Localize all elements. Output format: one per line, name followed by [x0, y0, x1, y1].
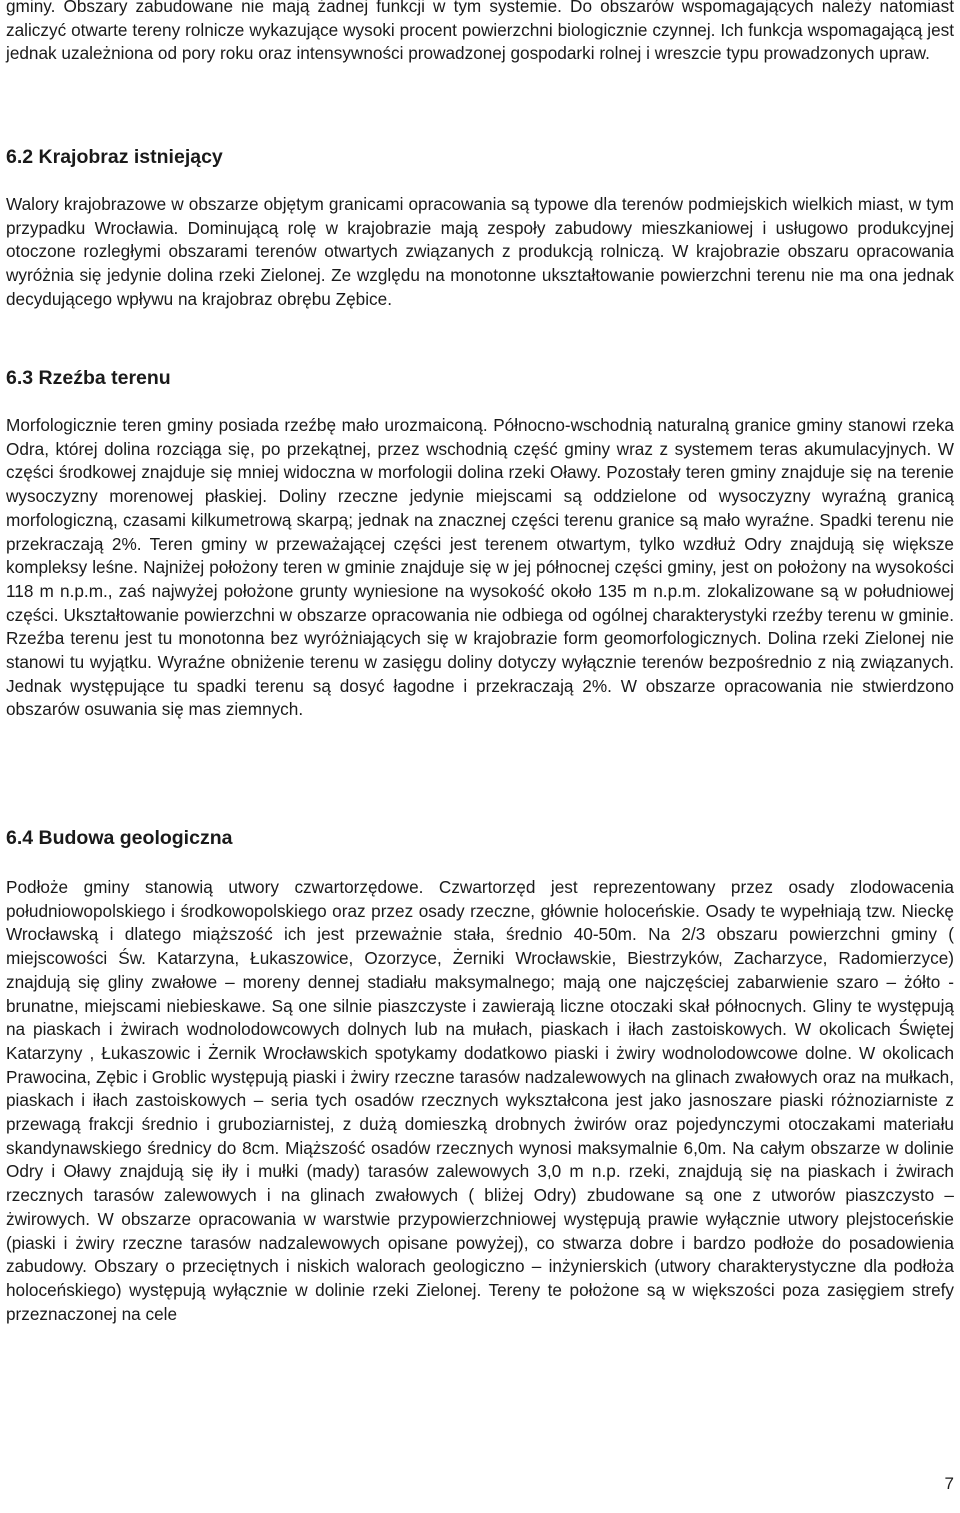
page-number: 7 — [944, 1474, 954, 1493]
section-heading-geologia: 6.4 Budowa geologiczna — [6, 827, 233, 849]
section-heading-krajobraz: 6.2 Krajobraz istniejący — [6, 146, 223, 168]
rzezba-paragraph: Morfologicznie teren gminy posiada rzeźbę mało urozmaiconą. Północno-wschodnią naturalną granice gminy stanowi rzeka Odra, której dolina rozciąga się, po przekątnej, przez wschodnią część gminy wraz z systemem teras akumulacyjnych. W części środkowej znajduje się mniej widoczna w morfologii dolina rzeki Oławy. Pozostały teren gminy znajduje się na terenie wysoczyzny morenowej płaskiej. Doliny rzeczne jedynie miejscami są oddzielone od wysoczyzny wyraźną granicą morfologiczną, czasami kilkumetrową skarpą; jednak na znacznej części terenu granice są mało wyraźne. Spadki terenu nie przekraczają 2%. Teren gminy w przeważającej części jest terenem otwartym, tylko wzdłuż Odry znajdują się większe kompleksy leśne. Najniżej położony teren w gminie znajduje się w jej północnej części gminy, jest on położony na wysokości 118 m n.p.m., zaś najwyżej położone grunty wyniesione na wysokość około 135 m n.p.m. zlokalizowane są w południowej części. Ukształtowanie powierzchni w obszarze opracowania nie odbiega od ogólnej charakterystyki rzeźby terenu w gminie. Rzeźba terenu jest tu monotonna bez wyróżniających się w krajobrazie form geomorfologicznych. Dolina rzeki Zielonej nie stanowi tu wyjątku. Wyraźne obniżenie terenu w zasięgu doliny dotyczy wyłącznie terenów bezpośrednio z nią związanych. Jednak występujące tu spadki terenu są dosyć łagodne i przekraczają 2%. W obszarze opracowania nie stwierdzono obszarów osuwania się mas ziemnych. — [6, 415, 954, 720]
krajobraz-paragraph: Walory krajobrazowe w obszarze objętym granicami opracowania są typowe dla terenów podmiejskich wielkich miast, w tym przypadku Wrocławia. Dominującą rolę w krajobrazie mają zespoły zabudowy mieszkaniowej i usługowo produkcyjnej otoczone rozległymi obszarami terenów otwartych związanych z produkcją rolniczą. W krajobrazie obszaru opracowania wyróżnia się jedynie dolina rzeki Zielonej. Ze względu na monotonne ukształtowanie powierzchni terenu nie ma ona jednak decydującego wpływu na krajobraz obrębu Zębice. — [6, 194, 954, 309]
intro-paragraph: gminy. Obszary zabudowane nie mają żadnej funkcji w tym systemie. Do obszarów wspomagających należy natomiast zaliczyć otwarte tereny rolnicze wykazujące wysoki procent powierzchni biologicznie czynnej. Ich funkcja wspomagającą jest jednak uzależniona od pory roku oraz intensywności prowadzonej gospodarki rolnej i wreszcie typu prowadzonych upraw. — [6, 0, 954, 64]
section-heading-rzezba: 6.3 Rzeźba terenu — [6, 367, 171, 389]
geologia-paragraph: Podłoże gminy stanowią utwory czwartorzędowe. Czwartorzęd jest reprezentowany przez osady zlodowacenia południowopolskiego i środkowopolskiego oraz przez osady rzeczne, głównie holoceńskie. Osady te wypełniają tzw. Nieckę Wrocławską i dlatego miąższość ich jest przeważnie stała, średnio 40-50m. Na 2/3 obszaru powierzchni gminy ( miejscowości Św. Katarzyna, Łukaszowice, Ozorzyce, Żerniki Wrocławskie, Biestrzyków, Zacharzyce, Radomierzyce) znajdują się gliny zwałowe – moreny dennej stadiału maksymalnego; mają one najczęściej zabarwienie szaro – żółto - brunatne, miejscami niebieskawe. Są one silnie piaszczyste i zawierają liczne otoczaki skał północnych. Gliny te występują na piaskach i żwirach wodnolodowcowych dolnych lub na mułach, piaskach i iłach zastoiskowych. W okolicach Świętej Katarzyny , Łukaszowic i Żernik Wrocławskich spotykamy dodatkowo piaski i żwiry wodnolodowcowe dolne. W okolicach Prawocina, Zębic i Groblic występują piaski i żwiry rzeczne tarasów nadzalewowych na glinach zwałowych oraz na mułkach, piaskach i iłach zastoiskowych – seria tych osadów rzecznych wykształcona jest jako jasnoszare piaski różnoziarniste z przewagą frakcji średnio i gruboziarnistej, z dużą domieszką drobnych żwirów oraz pojedynczymi otoczakami materiału skandynawskiego średnicy do 8cm. Miąższość osadów rzecznych wynosi maksymalnie 6,0m. Na całym obszarze w dolinie Odry i Oławy znajdują się iły i mułki (mady) tarasów zalewowych 3,0 m n.p. rzeki, znajdują się na piaskach i żwirach rzecznych tarasów zalewowych i na glinach zwałowych ( bliżej Odry) zbudowane są one z utworów piaszczysto – żwirowych. W obszarze opracowania w warstwie przypowierzchniowej występują prawie wyłącznie utwory plejstoceńskie (piaski i żwiry rzeczne tarasów nadzalewowych opisane powyżej), co stwarza dobre i bardzo podłoże do posadowienia zabudowy. Obszary o przeciętnych i niskich walorach geologiczno – inżynierskich (utwory charakterystyczne dla podłoża holoceńskiego) występują wyłącznie w dolinie rzeki Zielonej. Tereny te położone są w większości poza zasięgiem strefy przeznaczonej na cele — [6, 877, 954, 1324]
